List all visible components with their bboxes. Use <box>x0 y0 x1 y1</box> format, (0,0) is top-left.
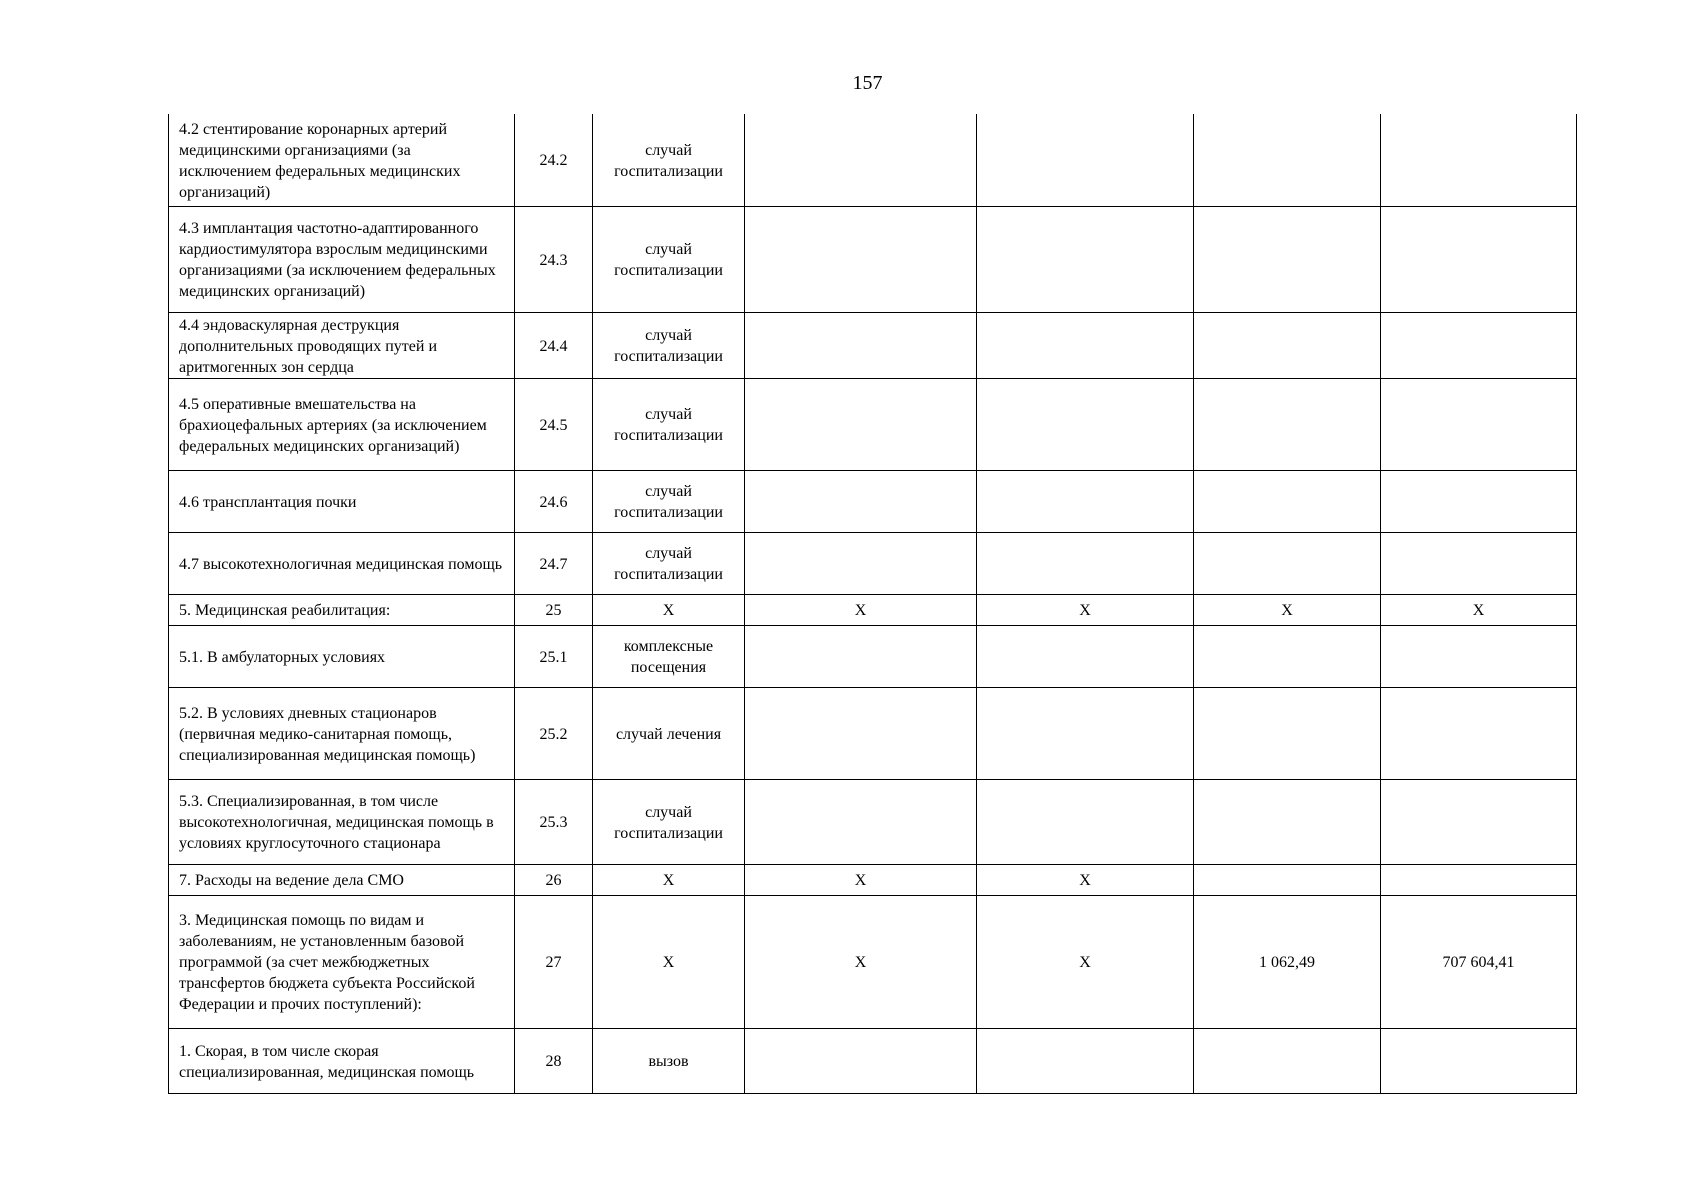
row-unit-cell: случай госпитализации <box>593 378 745 470</box>
row-name-cell: 5.2. В условиях дневных стационаров (первичная медико-санитарная помощь, специализированная медицинская помощь) <box>169 687 515 779</box>
table-row <box>169 687 1577 779</box>
tariff-table <box>168 114 1577 1094</box>
row-value-cell <box>1381 1028 1577 1093</box>
row-name-cell: 4.3 имплантация частотно-адаптированного кардиостимулятора взрослым медицинскими организациями (за исключением федеральных медицинских организаций) <box>169 206 515 312</box>
row-value-cell <box>977 470 1194 532</box>
row-code-cell: 24.4 <box>515 312 593 378</box>
row-value-cell <box>745 625 977 687</box>
row-value-cell <box>745 779 977 864</box>
row-value-cell: Х <box>745 895 977 1028</box>
row-value-cell <box>977 687 1194 779</box>
row-value-cell <box>1194 206 1381 312</box>
row-value-cell <box>745 378 977 470</box>
row-value-cell <box>1381 312 1577 378</box>
row-unit-cell: случай госпитализации <box>593 470 745 532</box>
row-value-cell <box>977 312 1194 378</box>
row-name-cell: 1. Скорая, в том числе скорая специализированная, медицинская помощь <box>169 1028 515 1093</box>
row-name-cell: 3. Медицинская помощь по видам и заболеваниям, не установленным базовой программой (за счет межбюджетных трансфертов бюджета субъекта Российской Федерации и прочих поступлений): <box>169 895 515 1028</box>
row-value-cell <box>977 1028 1194 1093</box>
row-code-cell: 24.5 <box>515 378 593 470</box>
row-value-cell <box>1194 114 1381 206</box>
row-value-cell <box>1381 378 1577 470</box>
row-code-cell: 25.1 <box>515 625 593 687</box>
row-code-cell: 28 <box>515 1028 593 1093</box>
row-unit-cell: случай госпитализации <box>593 206 745 312</box>
row-value-cell <box>1194 532 1381 594</box>
row-value-cell <box>745 532 977 594</box>
table-row <box>169 378 1577 470</box>
row-unit-cell: комплексные посещения <box>593 625 745 687</box>
table-row <box>169 114 1577 206</box>
row-value-cell <box>1194 864 1381 895</box>
row-code-cell: 24.2 <box>515 114 593 206</box>
row-unit-cell: Х <box>593 864 745 895</box>
table-row <box>169 895 1577 1028</box>
row-value-cell <box>1381 779 1577 864</box>
row-unit-cell: случай госпитализации <box>593 532 745 594</box>
row-value-cell <box>1194 779 1381 864</box>
row-unit-cell: Х <box>593 594 745 625</box>
row-value-cell <box>1381 114 1577 206</box>
row-value-cell <box>745 687 977 779</box>
row-value-cell <box>1381 206 1577 312</box>
row-name-cell: 5.1. В амбулаторных условиях <box>169 625 515 687</box>
table-row <box>169 312 1577 378</box>
row-value-cell <box>1381 470 1577 532</box>
row-unit-cell: случай госпитализации <box>593 114 745 206</box>
row-value-cell: 1 062,49 <box>1194 895 1381 1028</box>
row-value-cell <box>977 378 1194 470</box>
table-row <box>169 625 1577 687</box>
row-value-cell <box>1194 687 1381 779</box>
row-value-cell <box>977 532 1194 594</box>
row-name-cell: 4.2 стентирование коронарных артерий медицинскими организациями (за исключением федеральных медицинских организаций) <box>169 114 515 206</box>
row-value-cell <box>1194 378 1381 470</box>
row-code-cell: 24.6 <box>515 470 593 532</box>
row-code-cell: 25 <box>515 594 593 625</box>
row-value-cell <box>745 206 977 312</box>
row-value-cell <box>1381 864 1577 895</box>
row-code-cell: 27 <box>515 895 593 1028</box>
table-row <box>169 779 1577 864</box>
row-value-cell <box>1194 312 1381 378</box>
row-value-cell <box>1381 687 1577 779</box>
row-value-cell <box>977 625 1194 687</box>
row-unit-cell: случай госпитализации <box>593 312 745 378</box>
row-value-cell <box>1381 625 1577 687</box>
row-code-cell: 25.3 <box>515 779 593 864</box>
row-value-cell: 707 604,41 <box>1381 895 1577 1028</box>
row-name-cell: 4.4 эндоваскулярная деструкция дополнительных проводящих путей и аритмогенных зон сердца <box>169 312 515 378</box>
row-value-cell <box>977 114 1194 206</box>
row-name-cell: 5.3. Специализированная, в том числе высокотехнологичная, медицинская помощь в условиях круглосуточного стационара <box>169 779 515 864</box>
row-value-cell <box>1194 1028 1381 1093</box>
row-value-cell <box>977 779 1194 864</box>
row-name-cell: 4.7 высокотехнологичная медицинская помощь <box>169 532 515 594</box>
row-name-cell: 4.6 трансплантация почки <box>169 470 515 532</box>
row-value-cell: Х <box>1381 594 1577 625</box>
row-value-cell <box>745 1028 977 1093</box>
row-value-cell <box>1194 470 1381 532</box>
row-code-cell: 25.2 <box>515 687 593 779</box>
table-row <box>169 864 1577 895</box>
row-code-cell: 26 <box>515 864 593 895</box>
row-value-cell <box>745 114 977 206</box>
page-number: 157 <box>852 72 883 94</box>
row-code-cell: 24.3 <box>515 206 593 312</box>
row-name-cell: 7. Расходы на ведение дела СМО <box>169 864 515 895</box>
row-value-cell: Х <box>745 864 977 895</box>
table-row <box>169 470 1577 532</box>
row-value-cell: Х <box>977 895 1194 1028</box>
row-unit-cell: случай госпитализации <box>593 779 745 864</box>
row-value-cell <box>1194 625 1381 687</box>
row-value-cell <box>1381 532 1577 594</box>
row-name-cell: 4.5 оперативные вмешательства на брахиоцефальных артериях (за исключением федеральных медицинских организаций) <box>169 378 515 470</box>
row-value-cell: Х <box>745 594 977 625</box>
table-row <box>169 532 1577 594</box>
table-row <box>169 206 1577 312</box>
row-value-cell: Х <box>1194 594 1381 625</box>
row-value-cell: Х <box>977 864 1194 895</box>
table-row <box>169 1028 1577 1093</box>
row-value-cell: Х <box>977 594 1194 625</box>
row-value-cell <box>745 312 977 378</box>
row-unit-cell: Х <box>593 895 745 1028</box>
row-unit-cell: вызов <box>593 1028 745 1093</box>
row-value-cell <box>745 470 977 532</box>
row-unit-cell: случай лечения <box>593 687 745 779</box>
row-value-cell <box>977 206 1194 312</box>
row-name-cell: 5. Медицинская реабилитация: <box>169 594 515 625</box>
row-code-cell: 24.7 <box>515 532 593 594</box>
table-row <box>169 594 1577 625</box>
